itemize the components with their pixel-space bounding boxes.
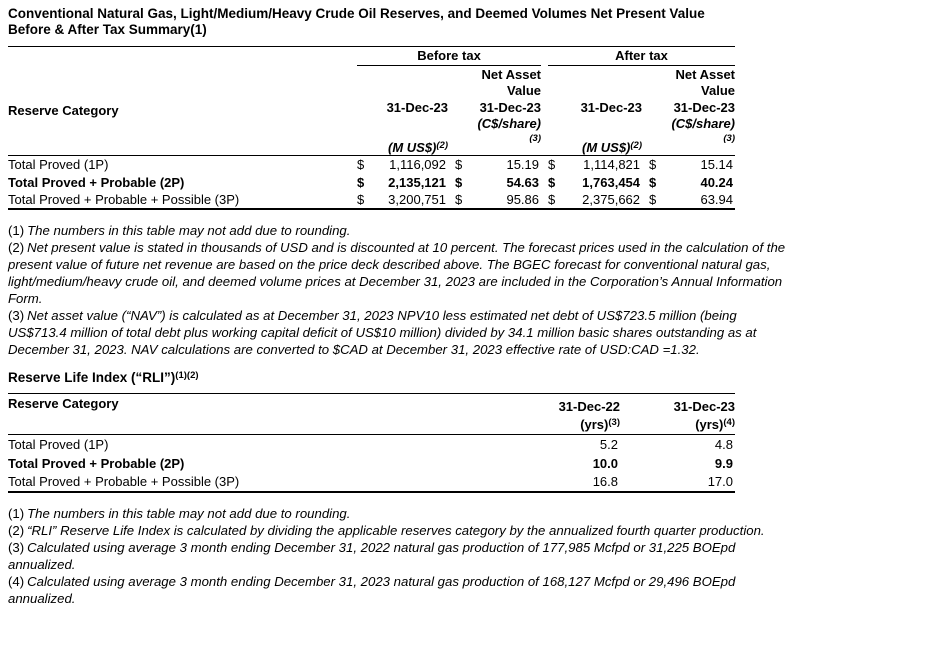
currency-symbol: $ [649,174,657,190]
footnote [8,307,788,358]
footnote-ref-2: (2) [436,139,448,151]
amount: 15.19 [506,156,540,172]
spacer-cell [8,47,350,67]
date-header-before-tax-musd: 31-Dec-23 [386,100,448,115]
rli-section-title [8,370,927,385]
date-header-2023: 31-Dec-23 [673,398,735,414]
footnote [8,222,788,239]
value-label-before-tax: Value [507,83,542,98]
value-cell-before-tax-cshare [448,173,541,191]
spacer-cell [350,66,448,82]
currency-symbol: $ [357,192,365,207]
value-cell-after-tax-musd [541,191,642,209]
footnote-marker: (1) [8,223,25,238]
currency-symbol: $ [548,174,556,190]
date-header-after-tax-cshare: 31-Dec-23 [673,100,736,115]
yrs-value-2023: 4.8 [714,436,733,452]
tax-group-header-row [8,47,735,67]
date-header-2022: 31-Dec-22 [558,398,620,414]
after-tax-group-header: After tax [548,47,735,66]
value-cell-after-tax-cshare [642,191,735,209]
footnote-marker: (3) [8,308,25,323]
reserve-category-header: Reserve Category [8,66,350,155]
reserve-category-cell: Total Proved (1P) [8,156,109,172]
rli-title-text: Reserve Life Index (“RLI”) [8,370,176,385]
currency-symbol: $ [649,156,657,172]
rli-table [8,393,735,493]
footnote [8,505,788,522]
footnote-marker: (3) [8,539,25,555]
amount: 1,114,821 [583,156,641,172]
yrs-value-2023: 9.9 [714,455,733,471]
currency-symbol: $ [455,156,463,172]
currency-symbol: $ [357,156,365,172]
rli-date-header-row [8,394,735,414]
amount: 2,375,662 [582,192,641,207]
footnote-marker: (1) [8,505,25,521]
reserve-category-cell: Total Proved + Probable (2P) [8,455,185,471]
amount: 1,763,454 [582,174,641,190]
npv-table-row-3p [8,191,735,209]
rli-table-row-2p [8,454,735,473]
value-cell-before-tax-musd [350,191,448,209]
footnote-text: Calculated using average 3 month ending December 31, 2022 natural gas production of 177,985 Mcfpd or 31,225 BOEpd annualized. [8,539,736,572]
footnote-marker: (4) [8,573,25,589]
footnote-text: Net present value is stated in thousands of USD and is discounted at 10 percent. The forecast prices used in the calculation of the present value of future net revenue are based on the price deck described above. The BGEC forecast for conventional natural gas, light/medium/heavy crude oil, and deemed volume prices at December 31, 2023 are included in the Corporation’s Annual Information Form. [8,240,786,306]
spacer-cell [541,66,642,82]
amount: 15.14 [700,156,734,172]
net-asset-header-row [8,66,735,82]
date-header-after-tax-musd: 31-Dec-23 [580,100,643,115]
amount: 40.24 [700,174,734,190]
footnote-text: Calculated using average 3 month ending December 31, 2023 natural gas production of 168,127 Mcfpd or 29,496 BOEpd annualized. [8,573,736,606]
yrs-unit-label: (yrs) [695,417,724,432]
net-asset-label-after-tax: Net Asset [675,67,736,82]
footnote-ref-2: (2) [186,370,199,381]
value-cell-before-tax-musd [350,173,448,191]
spacer-cell [350,115,448,131]
spacer-cell [541,82,642,98]
currency-symbol: $ [548,192,556,207]
footnote [8,573,788,607]
currency-symbol: $ [649,192,657,207]
currency-symbol: $ [357,174,365,190]
rli-table-row-3p [8,473,735,492]
footnote-ref-3: (3) [529,133,542,144]
value-cell-before-tax-cshare [448,155,541,173]
spacer-cell [541,115,642,131]
amount: 54.63 [506,174,540,190]
rli-footnotes [8,505,788,607]
footnote [8,239,788,307]
date-header-before-tax-cshare: 31-Dec-23 [479,100,542,115]
yrs-unit-2022 [450,414,620,435]
currency-symbol: $ [455,192,463,207]
amount: 95.86 [506,192,540,207]
yrs-value-2023: 17.0 [707,474,733,489]
reserve-category-header: Reserve Category [8,394,450,435]
npv-table-row-1p [8,155,735,173]
cshare-footnote-before-tax [448,131,541,155]
footnote-marker: (2) [8,240,25,255]
value-cell-after-tax-cshare [642,173,735,191]
cshare-unit-before-tax [448,115,541,131]
footnote-ref-4: (4) [723,417,735,428]
footnote [8,539,788,573]
footnote-text: The numbers in this table may not add due to rounding. [27,505,351,521]
footnote-ref-3: (3) [608,417,620,428]
cshare-footnote-after-tax [642,131,735,155]
value-cell-after-tax-cshare [642,155,735,173]
spacer-cell [350,82,448,98]
value-cell-before-tax-musd [350,155,448,173]
page-title: Conventional Natural Gas, Light/Medium/Heavy Crude Oil Reserves, and Deemed Volumes Net Present Value Before & After Tax Summary(1) [8,6,705,37]
cshare-unit-label: (C$/share) [477,116,542,131]
footnote-text: “RLI” Reserve Life Index is calculated by dividing the applicable reserves category by the annualized fourth quarter production. [27,522,765,538]
before-tax-group-cell [350,47,541,67]
rli-table-row-1p [8,435,735,454]
value-label-after-tax: Value [701,83,736,98]
yrs-value-2022: 16.8 [592,474,618,489]
cshare-unit-after-tax [642,115,735,131]
musd-unit-label: (M US$) [582,139,631,155]
amount: 63.94 [700,192,734,207]
reserve-category-cell: Total Proved + Probable + Possible (3P) [8,192,240,207]
reserve-category-cell: Total Proved + Probable + Possible (3P) [8,474,240,489]
npv-summary-table [8,46,735,210]
footnote-ref-2: (2) [630,139,643,151]
footnote [8,522,788,539]
musd-unit-before-tax [350,131,448,155]
cshare-unit-label: (C$/share) [671,116,736,131]
currency-symbol: $ [455,174,463,190]
value-cell-after-tax-musd [541,173,642,191]
net-asset-label-before-tax: Net Asset [481,67,542,82]
currency-symbol: $ [548,156,556,172]
footnote-ref-3: (3) [723,133,736,144]
after-tax-group-cell [541,47,735,67]
footnote-text: The numbers in this table may not add due to rounding. [27,223,351,238]
value-cell-before-tax-cshare [448,191,541,209]
reserve-category-cell: Total Proved (1P) [8,436,109,452]
amount: 1,116,092 [389,156,446,172]
yrs-value-2022: 5.2 [599,436,618,452]
footnote-marker: (2) [8,522,25,538]
npv-footnotes [8,222,788,358]
value-cell-after-tax-musd [541,155,642,173]
musd-unit-after-tax [541,131,642,155]
before-tax-group-header: Before tax [357,47,541,66]
footnote-ref-1: (1) [175,370,187,381]
amount: 3,200,751 [388,192,446,207]
reserve-category-cell: Total Proved + Probable (2P) [8,174,185,190]
musd-unit-label: (M US$) [387,139,437,155]
yrs-value-2022: 10.0 [592,455,618,471]
amount: 2,135,121 [388,174,446,190]
yrs-unit-label: (yrs) [580,417,609,432]
footnote-text: Net asset value (“NAV”) is calculated as at December 31, 2023 NPV10 less estimated net debt of US$723.5 million (being US$713.4 million of total debt plus working capital deficit of US$10 million) divided by 34.1 million basic shares outstanding as at December 31, 2023. NAV calculations are converted to $CAD at December 31, 2023 effective rate of USD:CAD =1.32. [8,308,757,357]
yrs-unit-2023 [620,414,735,435]
npv-table-row-2p [8,173,735,191]
